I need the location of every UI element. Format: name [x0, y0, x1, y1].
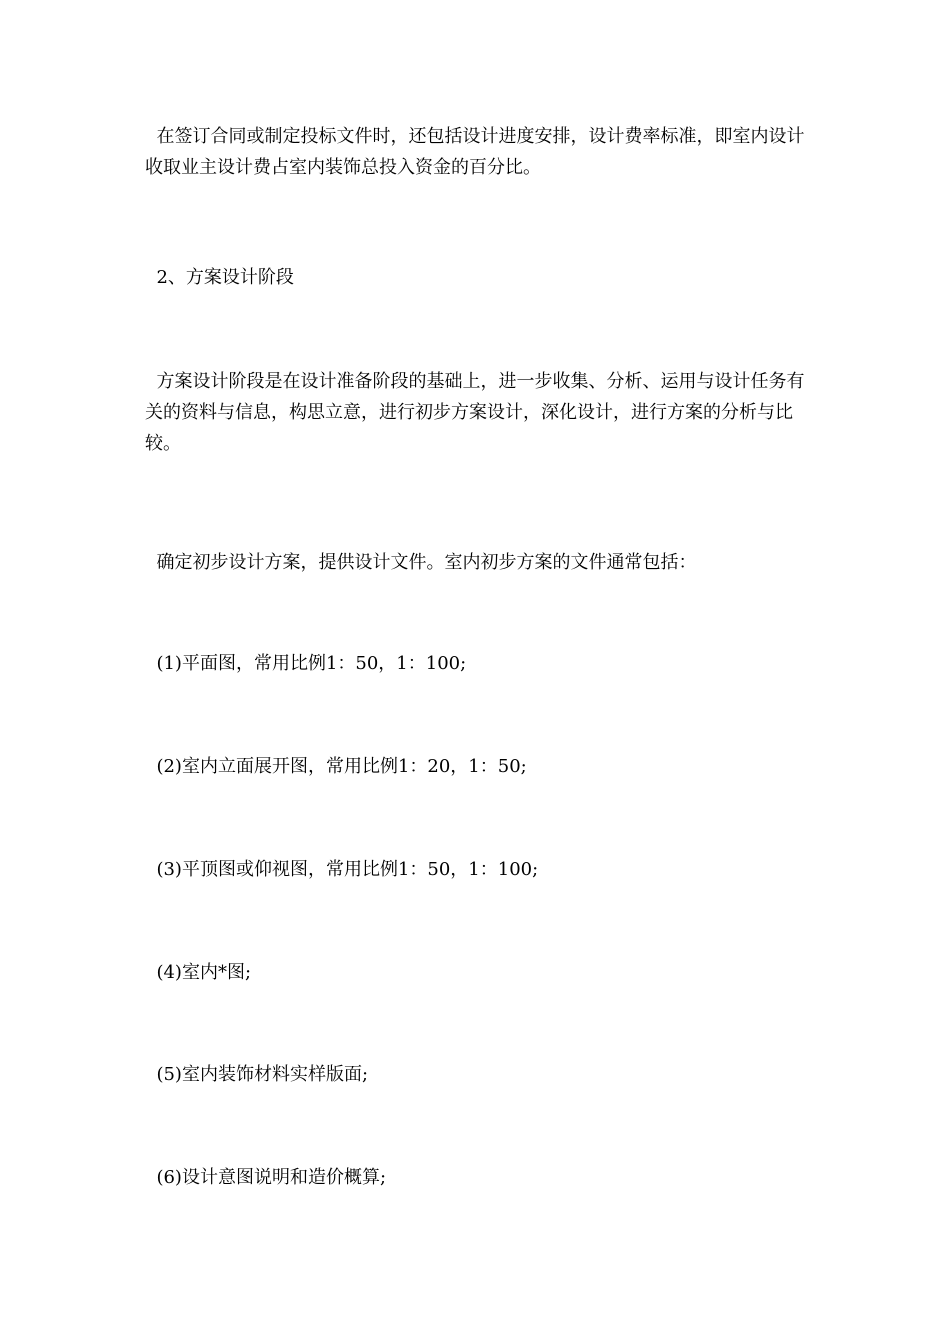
list-item-material-samples: (5)室内装饰材料实样版面;: [145, 1064, 369, 1085]
list-item-ceiling-plan: (3)平顶图或仰视图，常用比例1：50，1：100;: [145, 859, 539, 880]
list-item-elevation: (2)室内立面展开图，常用比例1：20，1：50;: [145, 756, 527, 777]
list-item-floor-plan: (1)平面图，常用比例1：50，1：100;: [145, 653, 467, 674]
paragraph-contract-terms: 在签订合同或制定投标文件时，还包括设计进度安排，设计费率标准，即室内设计收取业主设计费占室内装饰总投入资金的百分比。: [145, 126, 805, 178]
paragraph-scheme-design-description: 方案设计阶段是在设计准备阶段的基础上，进一步收集、分析、运用与设计任务有关的资料与信息，构思立意，进行初步方案设计，深化设计，进行方案的分析与比较。: [145, 371, 805, 454]
list-item-design-intent-estimate: (6)设计意图说明和造价概算;: [145, 1167, 387, 1188]
section-heading-scheme-design: 2、方案设计阶段: [145, 267, 294, 288]
paragraph-preliminary-files-intro: 确定初步设计方案，提供设计文件。室内初步方案的文件通常包括：: [145, 552, 697, 573]
list-item-interior-drawing: (4)室内*图;: [145, 962, 252, 983]
